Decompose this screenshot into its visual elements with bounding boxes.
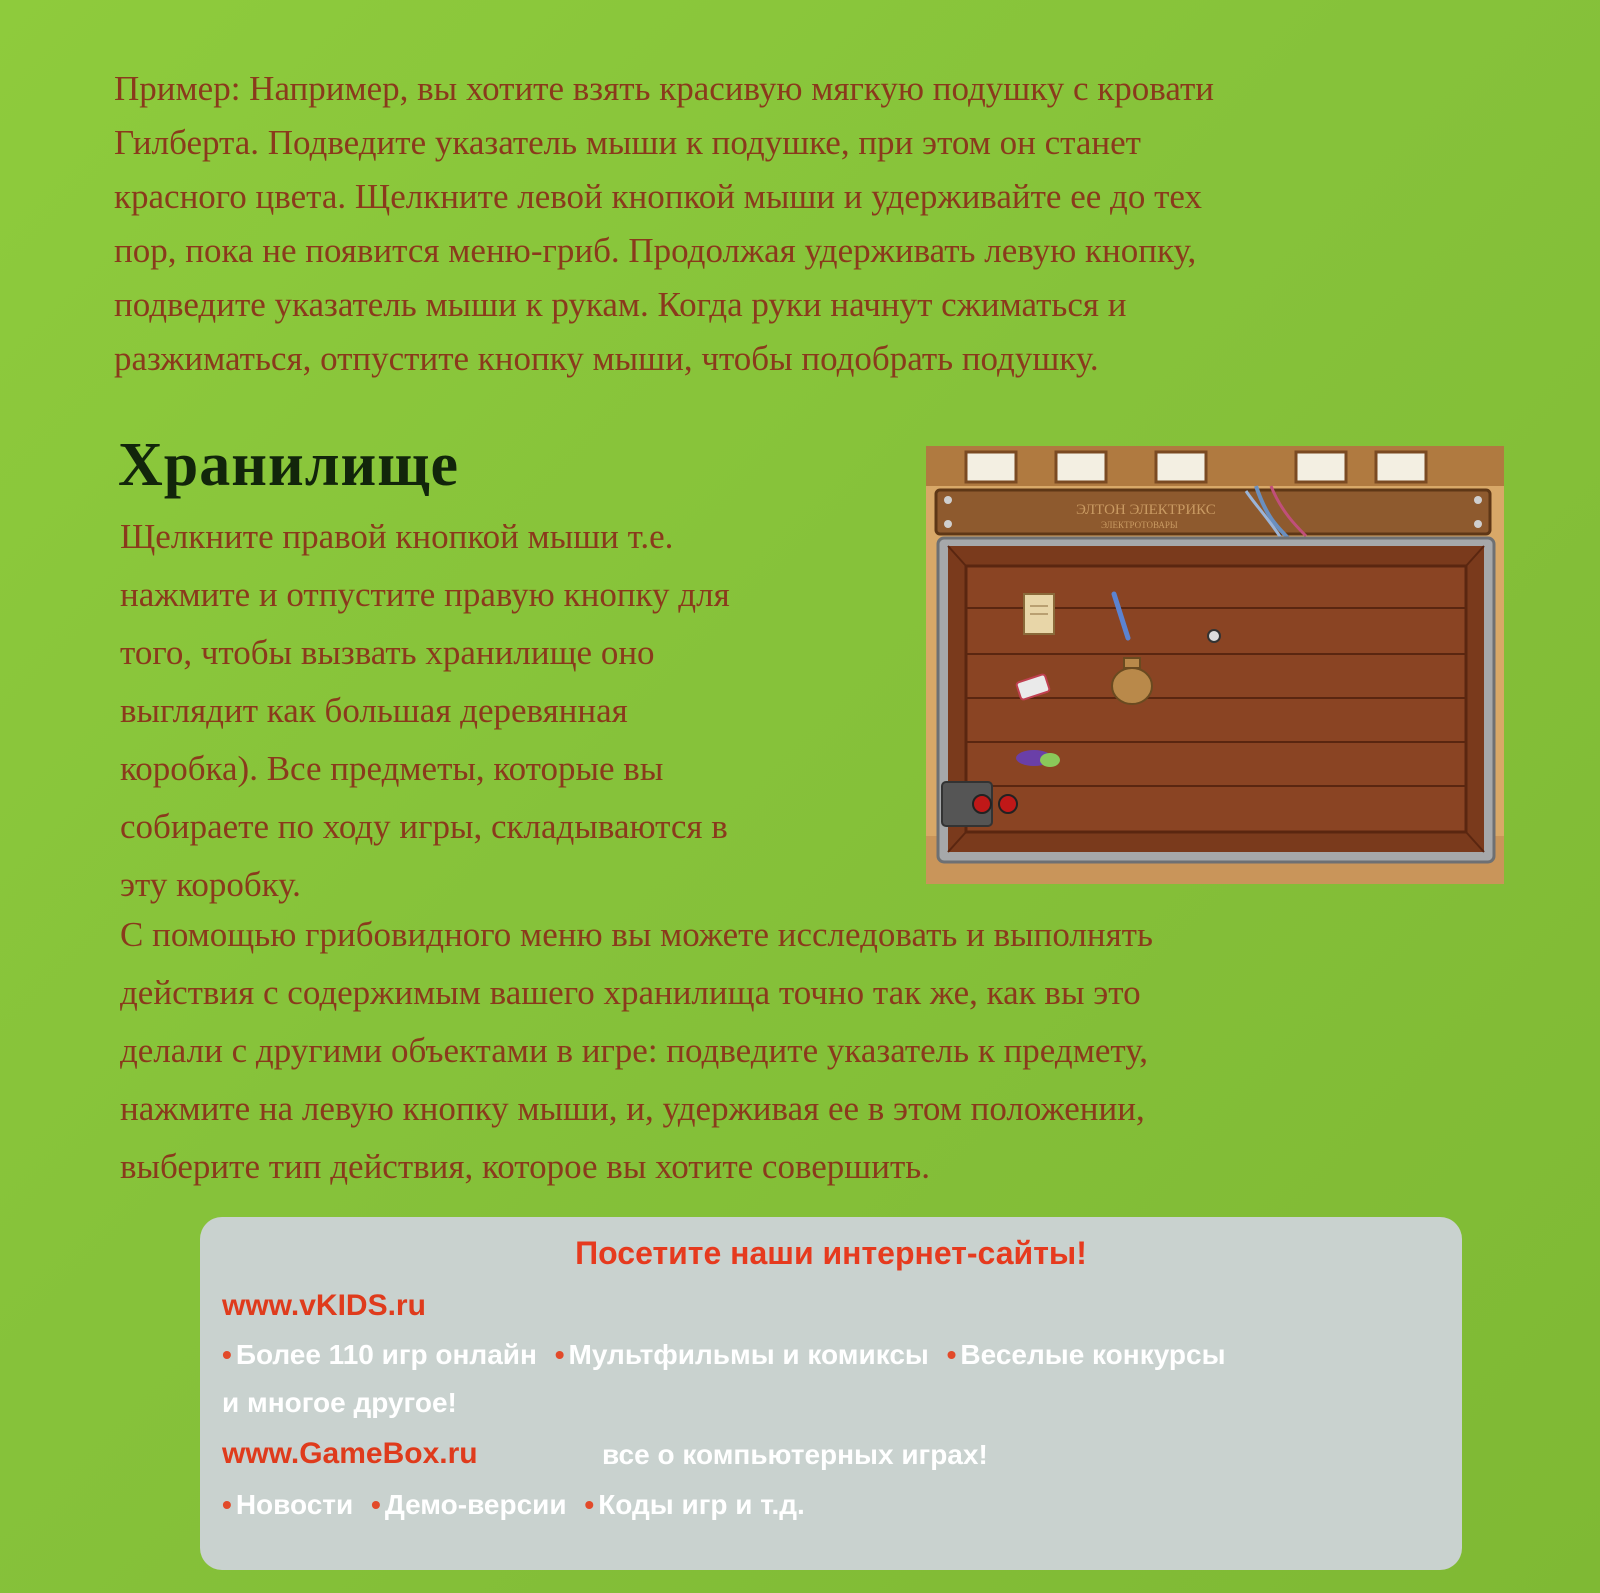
feature-item: Более 110 игр онлайн — [235, 1339, 537, 1370]
feature-item: Веселые конкурсы — [960, 1339, 1226, 1370]
intro-line: красного цвета. Щелкните левой кнопкой мыши и удерживайте ее до тех — [114, 177, 1202, 216]
storage-line: Щелкните правой кнопкой мыши т.е. — [120, 517, 674, 556]
storage-box-screenshot — [926, 446, 1504, 884]
scroll-icon[interactable] — [1024, 594, 1054, 634]
bullet-icon: • — [222, 1489, 232, 1520]
bullet-icon: • — [371, 1489, 381, 1520]
feature-item: Демо-версии — [384, 1489, 567, 1520]
sign-subtext: ЭЛЕКТРОТОВАРЫ — [1101, 520, 1178, 530]
storage-line: коробка). Все предметы, которые вы — [120, 749, 664, 788]
gamebox-link[interactable]: www.GameBox.ru — [222, 1437, 478, 1470]
intro-line: Гилберта. Подведите указатель мыши к подушке, при этом он станет — [114, 123, 1141, 162]
gamebox-features — [222, 1481, 1452, 1529]
vkids-features — [222, 1331, 1452, 1427]
bullet-icon: • — [946, 1339, 957, 1370]
storage-line: собираете по ходу игры, складываются в — [120, 807, 728, 846]
bullet-icon: • — [222, 1339, 232, 1370]
feature-item: Новости — [235, 1489, 354, 1520]
usage-line: действия с содержимым вашего хранилища точно так же, как вы это — [120, 973, 1141, 1012]
spark-icon[interactable] — [1208, 630, 1220, 642]
bullet-icon: • — [584, 1489, 595, 1520]
gamebox-tagline: все о компьютерных играх! — [602, 1439, 988, 1470]
storage-line: эту коробку. — [120, 865, 301, 904]
storage-line: нажмите и отпустите правую кнопку для — [120, 575, 730, 614]
intro-line: разжиматься, отпустите кнопку мыши, чтобы подобрать подушку. — [114, 339, 1099, 378]
storage-line: того, чтобы вызвать хранилище оно — [120, 633, 655, 672]
vkids-link[interactable]: www.vKIDS.ru — [222, 1289, 426, 1322]
intro-paragraph — [114, 62, 1514, 386]
intro-line: пор, пока не появится меню-гриб. Продолжая удерживать левую кнопку, — [114, 231, 1197, 270]
intro-line: подведите указатель мыши к рукам. Когда руки начнут сжиматься и — [114, 285, 1127, 324]
intro-line: Пример: Например, вы хотите взять красивую мягкую подушку с кровати — [114, 69, 1215, 108]
promo-box — [200, 1217, 1462, 1570]
section-heading: Хранилище — [118, 431, 460, 499]
promo-title: Посетите наши интернет-сайты! — [575, 1235, 1087, 1271]
bullet-icon: • — [554, 1339, 565, 1370]
usage-line: выберите тип действия, которое вы хотите совершить. — [120, 1147, 930, 1186]
feature-item: Мультфильмы и комиксы — [568, 1339, 929, 1370]
usage-line: делали с другими объектами в игре: подведите указатель к предмету, — [120, 1031, 1148, 1070]
sign-text: ЭЛТОН ЭЛЕКТРИКС — [1076, 502, 1216, 518]
usage-line: нажмите на левую кнопку мыши, и, удерживая ее в этом положении, — [120, 1089, 1145, 1128]
storage-line: выглядит как большая деревянная — [120, 691, 628, 730]
storage-description — [120, 508, 910, 914]
usage-line: С помощью грибовидного меню вы можете исследовать и выполнять — [120, 915, 1153, 954]
storage-usage-paragraph — [120, 906, 1530, 1196]
feature-tail: и многое другое! — [222, 1387, 457, 1418]
feature-item: Коды игр и т.д. — [598, 1489, 805, 1520]
